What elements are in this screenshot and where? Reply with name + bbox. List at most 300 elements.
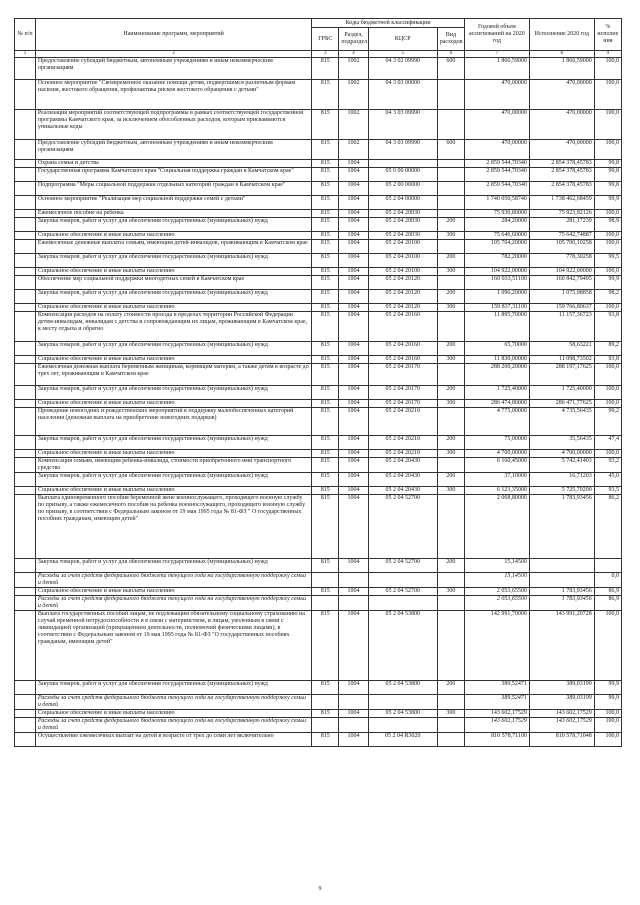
cell-number [15,168,36,182]
cell-kcsr: 05 2 00 00000 [368,182,437,196]
cell-name: Закупка товаров, работ и услуг для обеспечения государственных (муниципальных) нужд [35,436,311,450]
cell-vid: 200 [437,386,464,400]
cell-pct: 100,0 [594,110,621,140]
cell-plan: 1 740 050,58740 [464,196,529,210]
cell-plan: 105 704,20000 [464,240,529,254]
cell-razdel [339,718,368,733]
cell-number [15,196,36,210]
cell-fact [529,573,594,588]
cell-fact: 4 735,56435 [529,408,594,436]
table-row [15,473,622,487]
cell-name: Закупка товаров, работ и услуг для обеспечения государственных (муниципальных) нужд [35,681,311,695]
index-cell: 9 [594,51,621,58]
cell-kcsr [368,573,437,588]
cell-name: Подпрограмма "Меры социальной поддержки отдельных категорий граждан в Камчатском крае" [35,182,311,196]
cell-kcsr: 04 3 02 09990 [368,58,437,80]
cell-vid: 600 [437,140,464,160]
cell-fact: 470,00000 [529,110,594,140]
cell-plan: 142 991,70000 [464,611,529,681]
cell-grbs [312,695,339,710]
index-cell: 3 [312,51,339,58]
cell-fact: 16,71203 [529,473,594,487]
cell-pct: 100,0 [594,611,621,681]
index-cell: 2 [35,51,311,58]
cell-vid: 300 [437,304,464,312]
cell-pct [594,559,621,573]
cell-kcsr: 05 2 04 20100 [368,240,437,254]
cell-number [15,240,36,254]
cell-name: Выплата государственных пособий лицам, не подлежащим обязательному социальному страхованию на случай временной нетрудоспособности и в связи с материнством, и лицам, уволенным в связи с ликвидацией организаций (прекращением деятельности, полномочий физическими лицами), в соответствии с Федеральным законом от 19 мая 1995 года № 81-ФЗ "О государственных пособиях гражданам, имеющим детей" [35,611,311,681]
cell-vid [437,408,464,436]
cell-plan: 810 578,71100 [464,733,529,747]
cell-vid: 200 [437,254,464,268]
cell-vid [437,182,464,196]
cell-number [15,312,36,342]
cell-razdel: 1004 [339,495,368,559]
cell-vid [437,210,464,218]
cell-kcsr: 05 2 04 20120 [368,304,437,312]
cell-razdel: 1004 [339,160,368,168]
cell-pct: 100,0 [594,80,621,110]
cell-plan: 1 096,20000 [464,290,529,304]
table-row [15,218,622,232]
header-vid: Вид расходов [437,28,464,51]
table-row [15,573,622,588]
cell-kcsr: 05 0 00 00000 [368,168,437,182]
cell-grbs: 815 [312,495,339,559]
cell-kcsr: 05 2 04 00000 [368,196,437,210]
cell-fact: 1 725,40000 [529,386,594,400]
cell-name: Социальное обеспечение и иные выплаты населению [35,487,311,495]
cell-razdel: 1004 [339,364,368,386]
cell-grbs: 815 [312,436,339,450]
table-row [15,681,622,695]
cell-kcsr: 05 2 04 52700 [368,495,437,559]
cell-vid [437,718,464,733]
cell-plan: 470,00000 [464,80,529,110]
table-row [15,408,622,436]
cell-pct: 100,0 [594,364,621,386]
cell-pct: 100,0 [594,450,621,458]
cell-number [15,210,36,218]
cell-vid [437,573,464,588]
cell-pct: 99,2 [594,408,621,436]
cell-pct: 100,0 [594,232,621,240]
cell-fact: 810 578,71048 [529,733,594,747]
cell-vid: 300 [437,588,464,596]
cell-pct: 100,0 [594,268,621,276]
cell-number [15,611,36,681]
table-row [15,364,622,386]
cell-plan: 11 830,00000 [464,356,529,364]
cell-kcsr [368,718,437,733]
cell-razdel [339,596,368,611]
cell-number [15,588,36,596]
cell-fact: 2 854 378,45783 [529,168,594,182]
cell-number [15,254,36,268]
cell-razdel: 1004 [339,218,368,232]
table-row [15,110,622,140]
cell-plan: 15,14500 [464,559,529,573]
cell-pct: 86,9 [594,588,621,596]
cell-pct: 98,2 [594,290,621,304]
cell-razdel: 1004 [339,290,368,304]
header-name: Наименование программ, мероприятий [35,19,311,51]
cell-kcsr: 05 2 04 52700 [368,559,437,573]
cell-number [15,276,36,290]
cell-fact: 5 725,70200 [529,487,594,495]
cell-pct: 89,2 [594,342,621,356]
cell-plan: 389,52471 [464,695,529,710]
cell-vid [437,168,464,182]
cell-name: Социальное обеспечение и иные выплаты населению [35,710,311,718]
cell-pct: 100,0 [594,140,621,160]
cell-pct: 100,0 [594,240,621,254]
cell-plan: 65,70000 [464,342,529,356]
table-row [15,710,622,718]
cell-vid: 300 [437,356,464,364]
cell-vid: 200 [437,436,464,450]
cell-name: Ежемесячные денежные выплаты семьям, имеющим детей-инвалидов, проживающим в Камчатском крае [35,240,311,254]
cell-name: Расходы за счет средств федерального бюджета текущего года на государственную поддержку семьи и детей [35,596,311,611]
cell-vid [437,733,464,747]
cell-plan: 75,00000 [464,436,529,450]
cell-kcsr [368,160,437,168]
cell-pct: 99,8 [594,182,621,196]
cell-plan: 4 700,00000 [464,450,529,458]
table-row [15,596,622,611]
cell-kcsr: 05 2 04 20430 [368,473,437,487]
index-cell: 7 [464,51,529,58]
cell-number [15,458,36,473]
cell-kcsr: 05 2 04 20100 [368,268,437,276]
cell-name: Проведение новогодних и рождественских мероприятий в поддержку малообеспеченных категорий населения (денежная выплата на приобретение новогодних подарков) [35,408,311,436]
header-codes-group: Коды бюджетной классификации [312,19,465,28]
cell-razdel: 1002 [339,110,368,140]
cell-name: Социальное обеспечение и иные выплаты населению [35,400,311,408]
cell-name: Закупка товаров, работ и услуг для обеспечения государственных (муниципальных) нужд [35,254,311,268]
cell-name: Охрана семьи и детства [35,160,311,168]
cell-name: Обеспечение мер социальной поддержки многодетных семей в Камчатском крае [35,276,311,290]
table-row [15,140,622,160]
cell-fact: 143 602,17529 [529,710,594,718]
cell-grbs: 815 [312,80,339,110]
cell-plan: 11 895,70000 [464,312,529,342]
cell-razdel: 1004 [339,196,368,210]
table-row [15,196,622,210]
cell-fact: 1 783,93456 [529,596,594,611]
cell-grbs: 815 [312,487,339,495]
cell-kcsr: 05 2 04 20030 [368,210,437,218]
cell-number [15,710,36,718]
cell-number [15,232,36,240]
cell-pct: 93,2 [594,458,621,473]
cell-grbs: 815 [312,160,339,168]
cell-kcsr: 05 2 04 20210 [368,450,437,458]
cell-fact: 11 098,73502 [529,356,594,364]
table-row [15,254,622,268]
cell-fact: 75 923,92126 [529,210,594,218]
cell-razdel: 1004 [339,473,368,487]
cell-kcsr: 05 2 04 20120 [368,276,437,290]
cell-kcsr: 05 2 04 20030 [368,232,437,240]
header-kcsr: КЦСР [368,28,437,51]
cell-number [15,160,36,168]
cell-vid [437,276,464,290]
cell-kcsr: 04 3 03 00000 [368,80,437,110]
table-row [15,240,622,254]
cell-razdel: 1002 [339,58,368,80]
cell-fact: 1 783,93456 [529,588,594,596]
cell-name: Социальное обеспечение и иные выплаты населению [35,268,311,276]
cell-pct: 99,9 [594,276,621,290]
cell-fact [529,559,594,573]
cell-kcsr: 05 2 04 20160 [368,342,437,356]
cell-pct: 99,5 [594,254,621,268]
cell-razdel: 1004 [339,458,368,473]
cell-grbs: 815 [312,458,339,473]
cell-vid: 600 [437,58,464,80]
cell-razdel: 1004 [339,342,368,356]
cell-plan: 2 859 544,70340 [464,160,529,168]
cell-grbs: 815 [312,611,339,681]
cell-pct: 93,8 [594,356,621,364]
cell-grbs: 815 [312,312,339,342]
cell-razdel: 1004 [339,304,368,312]
cell-razdel: 1004 [339,356,368,364]
cell-name: Основное мероприятие "Реализация мер социальной поддержки семей с детьми" [35,196,311,210]
cell-number [15,596,36,611]
cell-razdel: 1004 [339,312,368,342]
cell-fact: 470,00000 [529,140,594,160]
cell-grbs: 815 [312,356,339,364]
cell-grbs: 815 [312,386,339,400]
cell-razdel: 1004 [339,408,368,436]
cell-fact: 2 854 378,45783 [529,160,594,168]
cell-vid: 300 [437,487,464,495]
cell-pct: 100,0 [594,718,621,733]
table-row [15,182,622,196]
cell-grbs: 815 [312,58,339,80]
cell-fact: 75 642,74887 [529,232,594,240]
cell-grbs: 815 [312,240,339,254]
cell-razdel: 1004 [339,268,368,276]
cell-plan: 160 933,51100 [464,276,529,290]
cell-grbs: 815 [312,559,339,573]
header-razdel: Раздел, подраздел [339,28,368,51]
table-row [15,559,622,573]
cell-grbs: 815 [312,473,339,487]
table-row [15,276,622,290]
cell-plan: 1 866,59000 [464,58,529,80]
cell-number [15,290,36,304]
cell-grbs: 815 [312,182,339,196]
cell-fact: 389,03199 [529,695,594,710]
table-row [15,160,622,168]
cell-number [15,218,36,232]
cell-kcsr: 05 2 04 53800 [368,611,437,681]
cell-number [15,681,36,695]
cell-plan: 288 200,20000 [464,364,529,386]
cell-number [15,408,36,436]
table-row [15,268,622,276]
cell-pct: 47,4 [594,436,621,450]
cell-name: Осуществление ежемесячных выплат на детей в возрасте от трех до семи лет включительно [35,733,311,747]
cell-name: Предоставление субсидий бюджетным, автономным учреждениям и иным некоммерческим организациям [35,140,311,160]
cell-vid: 300 [437,232,464,240]
cell-razdel: 1004 [339,232,368,240]
cell-fact: 35,56435 [529,436,594,450]
header-pct: % исполне ния [594,19,621,51]
cell-vid [437,80,464,110]
cell-plan: 2 859 544,70340 [464,182,529,196]
cell-razdel: 1004 [339,611,368,681]
cell-vid [437,458,464,473]
budget-execution-table [14,18,622,747]
cell-vid [437,160,464,168]
cell-name: Закупка товаров, работ и услуг для обеспечения государственных (муниципальных) нужд [35,559,311,573]
cell-pct: 99,8 [594,168,621,182]
cell-grbs: 815 [312,681,339,695]
table-row [15,695,622,710]
cell-pct: 86,2 [594,495,621,559]
cell-pct: 100,0 [594,710,621,718]
cell-vid [437,110,464,140]
cell-number [15,182,36,196]
cell-plan: 104 922,00000 [464,268,529,276]
cell-number [15,268,36,276]
cell-grbs: 815 [312,110,339,140]
cell-pct: 100,0 [594,58,621,80]
cell-kcsr: 05 2 04 52700 [368,588,437,596]
cell-pct: 98,9 [594,218,621,232]
cell-vid: 300 [437,268,464,276]
cell-number [15,495,36,559]
cell-vid: 200 [437,218,464,232]
table-row [15,436,622,450]
cell-fact: 1 075,98858 [529,290,594,304]
table-row [15,386,622,400]
cell-kcsr: 05 2 04 20210 [368,436,437,450]
cell-razdel [339,695,368,710]
table-row [15,232,622,240]
cell-number [15,58,36,80]
cell-fact: 286 471,77625 [529,400,594,408]
cell-name: Государственная программа Камчатского края "Социальная поддержка граждан в Камчатском крае" [35,168,311,182]
cell-name: Закупка товаров, работ и услуг для обеспечения государственных (муниципальных) нужд [35,386,311,400]
cell-razdel [339,573,368,588]
cell-fact: 160 842,79495 [529,276,594,290]
cell-pct: 100,0 [594,386,621,400]
cell-fact: 1 866,59000 [529,58,594,80]
cell-plan: 6 123,35000 [464,487,529,495]
table-row [15,495,622,559]
cell-razdel: 1004 [339,710,368,718]
cell-fact: 4 700,00000 [529,450,594,458]
cell-razdel: 1004 [339,168,368,182]
cell-grbs: 815 [312,140,339,160]
table-row [15,58,622,80]
cell-fact: 5 742,41403 [529,458,594,473]
cell-pct: 100,0 [594,210,621,218]
cell-plan: 4 775,00000 [464,408,529,436]
cell-vid: 300 [437,450,464,458]
cell-plan: 143 602,17529 [464,710,529,718]
cell-razdel: 1004 [339,182,368,196]
cell-razdel: 1004 [339,487,368,495]
cell-vid: 300 [437,710,464,718]
cell-plan: 6 160,45000 [464,458,529,473]
cell-kcsr: 05 2 04 R3020 [368,733,437,747]
cell-vid [437,312,464,342]
cell-razdel: 1004 [339,386,368,400]
cell-fact: 11 157,36723 [529,312,594,342]
cell-grbs: 815 [312,268,339,276]
table-row [15,733,622,747]
cell-grbs: 815 [312,210,339,218]
cell-kcsr: 05 2 04 20430 [368,458,437,473]
cell-kcsr: 05 2 04 20170 [368,400,437,408]
cell-name: Социальное обеспечение и иные выплаты населению [35,304,311,312]
column-index-row [15,51,622,58]
cell-razdel: 1004 [339,276,368,290]
cell-vid: 200 [437,342,464,356]
cell-pct: 0,0 [594,573,621,588]
cell-grbs: 815 [312,218,339,232]
cell-number [15,304,36,312]
cell-plan: 782,20000 [464,254,529,268]
cell-plan: 37,10000 [464,473,529,487]
page-number: 9 [318,886,322,892]
cell-grbs: 815 [312,304,339,312]
cell-plan: 1 725,40000 [464,386,529,400]
cell-number [15,573,36,588]
cell-number [15,356,36,364]
cell-number [15,487,36,495]
cell-fact: 389,03199 [529,681,594,695]
index-cell: 1 [15,51,36,58]
cell-vid: 300 [437,400,464,408]
cell-kcsr: 05 2 04 20430 [368,487,437,495]
cell-kcsr: 05 2 04 20170 [368,386,437,400]
cell-fact: 104 922,00000 [529,268,594,276]
cell-name: Выплата единовременного пособия беременной жене военнослужащего, проходящего военную службу по призыву, а также ежемесячного пособия на ребенка военнослужащего, проходящего военную службу по призыву, в соответствии с Федеральным законом от 19 мая 1995 года № 81-ФЗ " О государственных пособиях гражданам, имеющим детей" [35,495,311,559]
cell-name: Расходы за счет средств федерального бюджета текущего года на государственную поддержку семьи и детей [35,695,311,710]
table-row [15,718,622,733]
cell-number [15,559,36,573]
table-row [15,304,622,312]
index-cell: 8 [529,51,594,58]
cell-fact: 143 602,17529 [529,718,594,733]
cell-number [15,450,36,458]
cell-plan: 75 646,60000 [464,232,529,240]
cell-vid: 200 [437,473,464,487]
cell-grbs: 815 [312,342,339,356]
cell-grbs: 815 [312,733,339,747]
cell-pct: 99,8 [594,160,621,168]
cell-number [15,733,36,747]
cell-vid [437,495,464,559]
table-row [15,312,622,342]
cell-name: Закупка товаров, работ и услуг для обеспечения государственных (муниципальных) нужд [35,290,311,304]
cell-kcsr: 05 2 04 53800 [368,710,437,718]
header-plan: Годовой объем ассигнований на 2020 год [464,19,529,51]
cell-grbs: 815 [312,400,339,408]
cell-fact: 1 783,93456 [529,495,594,559]
cell-plan: 15,14500 [464,573,529,588]
cell-grbs: 815 [312,588,339,596]
cell-grbs: 815 [312,276,339,290]
